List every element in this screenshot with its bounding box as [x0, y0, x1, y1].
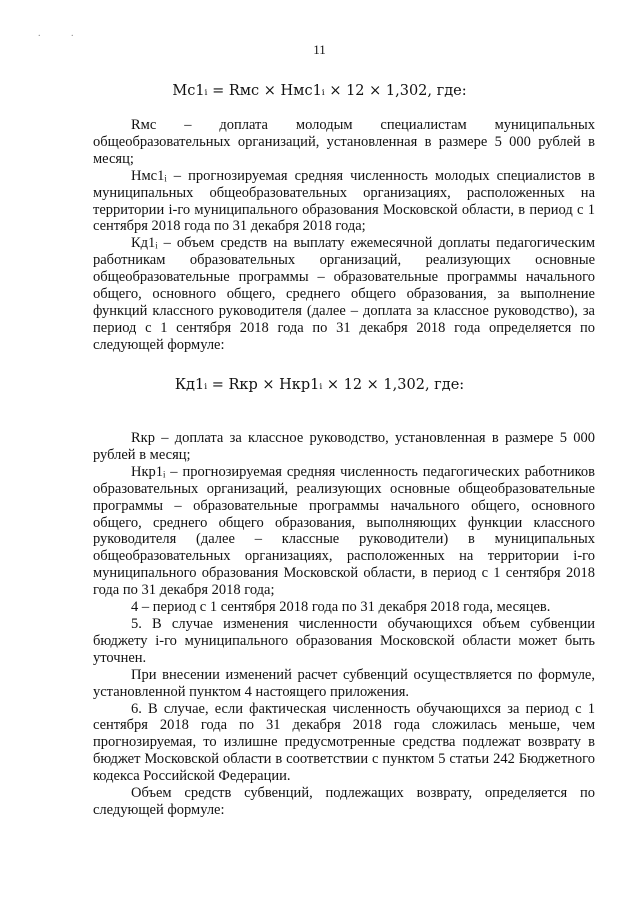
paragraph-item-6: 6. В случае, если фактическая численность обучающихся за период с 1 сентября 2018 года по 31 декабря 2018 года сложилась меньше, чем прогнозируемая, то излишне предусмотренные средства подлежат возврату в бюджет Московской области в соответствии с пунктом 5 статьи 242 Бюджетного кодекса Российской Федерации.: [93, 700, 595, 785]
paragraph-refund-formula-intro: Объем средств субвенций, подлежащих возврату, определяется по следующей формуле:: [93, 785, 595, 818]
text-block-1: [93, 117, 595, 354]
paragraph-recalculation: При внесении изменений расчет субвенций осуществляется по формуле, установленной пунктом 4 настоящего приложения.: [93, 666, 595, 700]
paragraph-rkr-definition: Rкр – доплата за классное руководство, установленная в размере 5 000 рублей в месяц;: [93, 430, 595, 463]
formula-young-specialists: Мс1ᵢ = Rмс × Нмс1ᵢ × 12 × 1,302, где:: [172, 83, 467, 99]
paragraph-item-5: 5. В случае изменения численности обучающихся объем субвенции бюджету i-го муниципального образования Московской области может быть уточнен.: [93, 615, 595, 666]
scan-corner-mark: . .: [38, 28, 88, 39]
formula-class-supervision: Кд1ᵢ = Rкр × Нкр1ᵢ × 12 × 1,302, где:: [174, 377, 465, 393]
paragraph-nms-definition: Нмс1ᵢ – прогнозируемая средняя численность молодых специалистов в муниципальных общеобразовательных организациях, расположенных на территории i-го муниципального образования Московской области, в период с 1 сентября 2018 года по 31 декабря 2018 года;: [93, 167, 595, 235]
paragraph-period-definition: 4 – период с 1 сентября 2018 года по 31 декабря 2018 года, месяцев.: [131, 599, 551, 616]
paragraph-nkr-definition: Нкр1ᵢ – прогнозируемая средняя численность педагогических работников образовательных организаций, реализующих основные общеобразовательные программы – образовательные программы начального общего, основного общего, среднего общего образования, выполняющих функции классного руководителя (далее – классные руководители) в муниципальных общеобразовательных организациях, расположенных на территории i-го муниципального образования Московской области, в период с 1 сентября 2018 года по 31 декабря 2018 года;: [93, 463, 595, 599]
paragraph-kd-definition: Кд1ᵢ – объем средств на выплату ежемесячной доплаты педагогическим работникам образовательных организаций, реализующих основные общеобразовательные программы – образовательные программы начального общего, основного общего, среднего общего образования, за выполнение функций классного руководителя (далее – доплата за классное руководство), за период с 1 сентября 2018 года по 31 декабря 2018 года определяется по следующей формуле:: [93, 235, 595, 353]
text-block-2: [93, 430, 595, 819]
paragraph-rms-definition: Rмс – доплата молодым специалистам муниципальных общеобразовательных организаций, установленная в размере 5 000 рублей в месяц;: [93, 117, 595, 167]
page-number: 11: [313, 42, 326, 57]
